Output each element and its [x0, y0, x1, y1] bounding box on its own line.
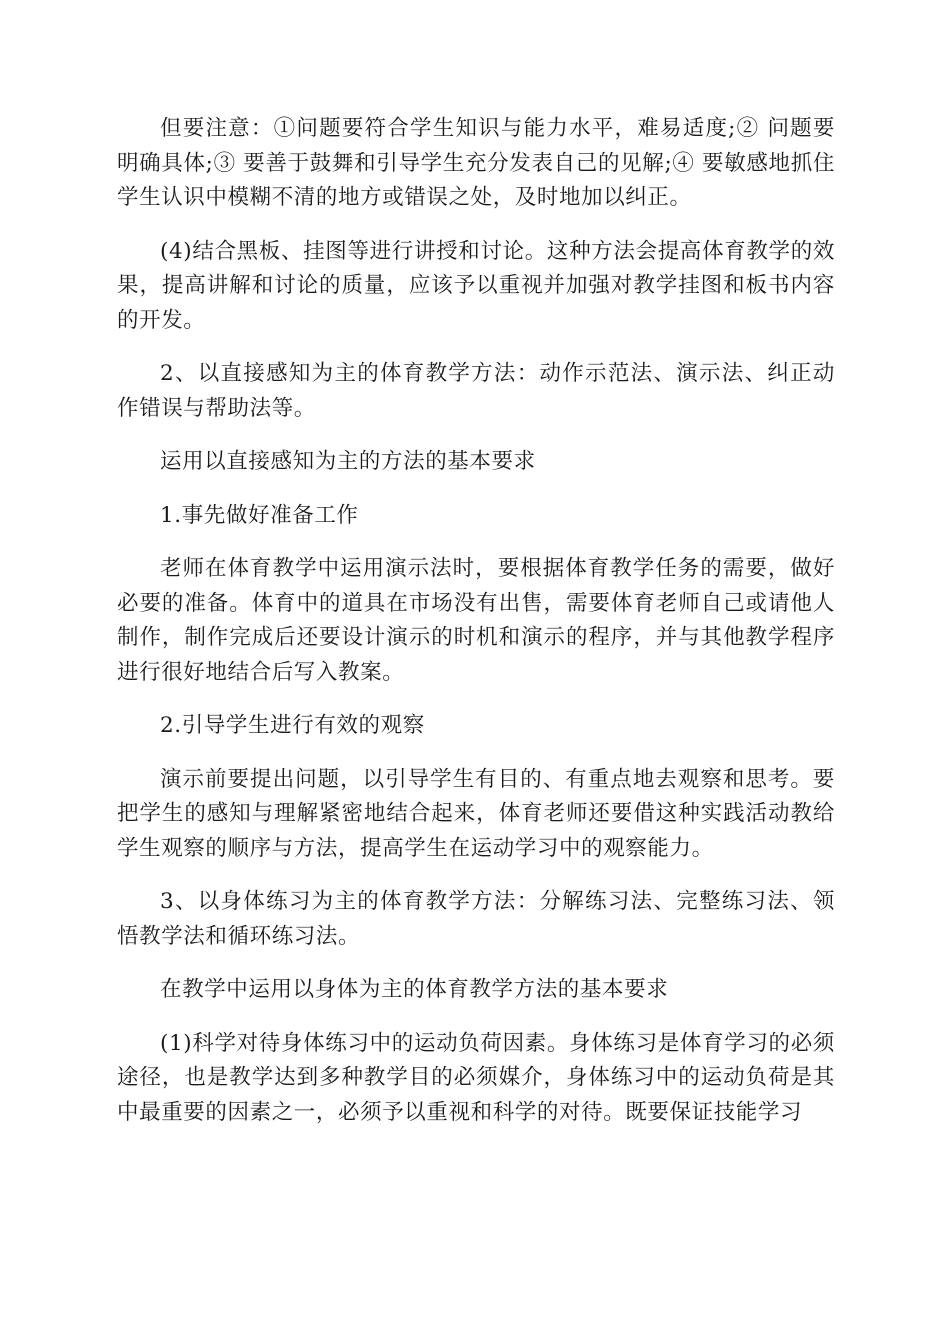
paragraph-notes: 但要注意：①问题要符合学生知识与能力水平，难易适度;② 问题要明确具体;③ 要善于鼓舞和引导学生充分发表自己的见解;④ 要敏感地抓住学生认识中模糊不清的地方或错误之处，及时地加以纠正。 [117, 116, 835, 210]
paragraph-blackboard: (4)结合黑板、挂图等进行讲授和讨论。这种方法会提高体育教学的效果，提高讲解和讨论的质量，应该予以重视并加强对教学挂图和板书内容的开发。 [117, 238, 835, 333]
paragraph-exercise-load: (1)科学对待身体练习中的运动负荷因素。身体练习是体育学习的必须途径，也是教学达到多种教学目的必须媒介，身体练习中的运动负荷是其中最重要的因素之一，必须予以重视和科学的对待。既要保证技能学习 [117, 1030, 835, 1125]
document-body [117, 112, 835, 1149]
paragraph-physical-requirements-heading: 在教学中运用以身体为主的体育教学方法的基本要求 [160, 977, 669, 1002]
paragraph-observation-body: 演示前要提出问题，以引导学生有目的、有重点地去观察和思考。要把学生的感知与理解紧密地结合起来，体育老师还要借这种实践活动教给学生观察的顺序与方法，提高学生在运动学习中的观察能力。 [117, 766, 835, 861]
paragraph-physical-exercise-methods: 3、以身体练习为主的体育教学方法：分解练习法、完整练习法、领悟教学法和循环练习法。 [117, 889, 835, 949]
paragraph-prepare-body: 老师在体育教学中运用演示法时，要根据体育教学任务的需要，做好必要的准备。体育中的道具在市场没有出售，需要体育老师自己或请他人制作，制作完成后还要设计演示的时机和演示的程序，并与其他教学程序进行很好地结合后写入教案。 [117, 556, 835, 685]
paragraph-direct-perception-methods: 2、以直接感知为主的体育教学方法：动作示范法、演示法、纠正动作错误与帮助法等。 [117, 361, 835, 421]
paragraph-basic-requirements-heading: 运用以直接感知为主的方法的基本要求 [160, 449, 536, 474]
paragraph-prepare-heading: 1.事先做好准备工作 [160, 502, 359, 528]
paragraph-observation-heading: 2.引导学生进行有效的观察 [160, 713, 425, 738]
